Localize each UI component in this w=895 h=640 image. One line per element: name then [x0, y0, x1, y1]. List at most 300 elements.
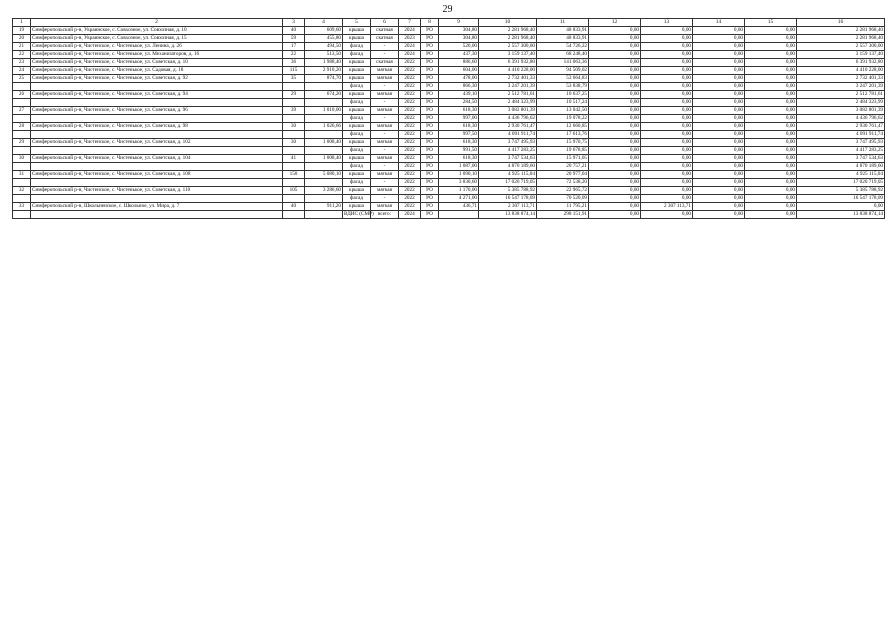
table-cell: 0,00 [745, 35, 797, 43]
table-cell: скатная [371, 27, 399, 35]
table-cell: 455,80 [305, 35, 343, 43]
table-cell: 2022 [399, 107, 421, 115]
table-cell: 0,00 [745, 123, 797, 131]
column-number-cell: 13 [641, 19, 693, 27]
table-cell: 0,00 [589, 115, 641, 123]
table-cell: 0,00 [745, 83, 797, 91]
table-row [13, 67, 885, 75]
table-cell: 0,00 [641, 131, 693, 139]
table-cell [31, 83, 283, 91]
table-cell: 54 726,22 [537, 43, 589, 51]
table-cell: 1 170,00 [439, 187, 479, 195]
table-cell: - [371, 179, 399, 187]
table-cell: 17 613,76 [537, 131, 589, 139]
table-cell: - [371, 99, 399, 107]
table-cell: 2022 [399, 195, 421, 203]
table-cell: крыша [343, 123, 371, 131]
table-cell [283, 211, 305, 219]
table-cell: 0,00 [745, 139, 797, 147]
table-cell [305, 195, 343, 203]
table-cell: 618,30 [439, 107, 479, 115]
table-cell: 0,00 [589, 67, 641, 75]
table-cell: РО [421, 187, 439, 195]
table-cell: 4 271,00 [439, 195, 479, 203]
table-row [13, 35, 885, 43]
table-cell: 2022 [399, 171, 421, 179]
table-cell: 2 732 401,33 [479, 75, 537, 83]
table-cell: 0,00 [589, 155, 641, 163]
table-cell: 0,00 [693, 115, 745, 123]
table-cell: Симферопольский р-н, Чистенское, с. Чистенькое, ул. Советская, д. 96 [31, 107, 283, 115]
table-cell: 0,00 [745, 155, 797, 163]
table-cell: 4 417 283,25 [797, 147, 885, 155]
table-cell: 604,00 [439, 67, 479, 75]
table-cell: 32 [13, 187, 31, 195]
table-cell [31, 211, 283, 219]
table-cell: 2024 [399, 211, 421, 219]
table-row [13, 75, 885, 83]
column-number-cell: 4 [305, 19, 343, 27]
table-row [13, 147, 885, 155]
table-cell: 17 020 719,05 [797, 179, 885, 187]
table-cell: 911,20 [305, 203, 343, 211]
table-cell: 4 417 283,25 [479, 147, 537, 155]
table-cell: РО [421, 43, 439, 51]
table-cell: 3 747 534,63 [479, 155, 537, 163]
table-cell [305, 83, 343, 91]
table-cell: 13 838 874,14 [797, 211, 885, 219]
table-cell [305, 163, 343, 171]
table-cell: 115 [283, 67, 305, 75]
table-cell: РО [421, 203, 439, 211]
table-cell: 4 410 228,00 [797, 67, 885, 75]
table-cell [283, 147, 305, 155]
table-cell: 4 436 796,62 [479, 115, 537, 123]
table-cell [13, 131, 31, 139]
table-cell: РО [421, 27, 439, 35]
table-cell: 618,30 [439, 139, 479, 147]
table-cell: 2 281 968,40 [479, 35, 537, 43]
table-cell: 19 [13, 27, 31, 35]
table-cell: 4 410 228,00 [479, 67, 537, 75]
table-row [13, 139, 885, 147]
column-number-cell: 3 [283, 19, 305, 27]
table-cell [13, 179, 31, 187]
table-cell: мягкая [371, 155, 399, 163]
table-cell: 59 [283, 35, 305, 43]
table-cell: мягкая [371, 139, 399, 147]
table-cell: 674,20 [305, 91, 343, 99]
table-cell: 0,00 [641, 99, 693, 107]
table-cell: 21 [13, 43, 31, 51]
table-cell: - [371, 163, 399, 171]
table-cell: крыша [343, 67, 371, 75]
column-number-cell: 1 [13, 19, 31, 27]
table-cell [305, 147, 343, 155]
table-cell: 20 977,04 [537, 171, 589, 179]
table-cell: 0,00 [693, 59, 745, 67]
table-cell: 48 833,91 [537, 35, 589, 43]
table-row [13, 51, 885, 59]
table-cell: 0,00 [641, 123, 693, 131]
table-cell: крыша [343, 75, 371, 83]
table-cell: 0,00 [589, 35, 641, 43]
table-cell: 40 [283, 203, 305, 211]
table-cell: 19 678,85 [537, 147, 589, 155]
table-cell: фасад [343, 115, 371, 123]
table-cell: 16 547 178,09 [797, 195, 885, 203]
table-cell: Симферопольский р-н, Школьненское, с. Школьное, ул. Мира, д. 7 [31, 203, 283, 211]
table-cell: 29 [283, 91, 305, 99]
table-cell: 866,30 [439, 83, 479, 91]
table-cell: 0,00 [693, 155, 745, 163]
table-cell: фасад [343, 179, 371, 187]
table-cell: мягкая [371, 123, 399, 131]
table-cell: 1 026,66 [305, 123, 343, 131]
table-cell: 3 082 801,39 [797, 107, 885, 115]
table-cell: 23 [13, 59, 31, 67]
table-cell: 2 281 968,40 [479, 27, 537, 35]
table-body [13, 19, 885, 219]
table-cell: РО [421, 163, 439, 171]
table-cell: 0,00 [745, 91, 797, 99]
column-number-cell: 6 [371, 19, 399, 27]
table-cell: 0,00 [745, 67, 797, 75]
table-cell: РО [421, 155, 439, 163]
table-cell: 2022 [399, 187, 421, 195]
table-cell: 2022 [399, 203, 421, 211]
table-cell [31, 147, 283, 155]
table-cell: 68 248,40 [537, 51, 589, 59]
table-cell: 0,00 [745, 43, 797, 51]
table-cell: 24 [13, 67, 31, 75]
table-cell: - [371, 195, 399, 203]
table-cell: 2 281 968,40 [797, 27, 885, 35]
table-cell: 0,00 [641, 155, 693, 163]
table-cell: 0,00 [589, 107, 641, 115]
table-cell: 2024 [399, 27, 421, 35]
table-cell: 105 [283, 187, 305, 195]
table-cell: 41 [283, 155, 305, 163]
column-number-cell: 16 [797, 19, 885, 27]
table-cell: 0,00 [693, 187, 745, 195]
table-cell: РО [421, 107, 439, 115]
table-cell: 513,50 [305, 51, 343, 59]
table-cell: РО [421, 51, 439, 59]
table-cell: 3 286,60 [305, 187, 343, 195]
table-cell: 0,00 [641, 115, 693, 123]
table-cell: 0,00 [693, 203, 745, 211]
table-cell: 0,00 [589, 139, 641, 147]
table-cell: 0,00 [589, 59, 641, 67]
table-cell: 2022 [399, 131, 421, 139]
table-cell: Симферопольский р-н, Чистенское, с. Чистенькое, ул. Советская, д. 102 [31, 139, 283, 147]
table-cell: 39 [283, 107, 305, 115]
table-cell: 436,71 [439, 203, 479, 211]
table-cell: РО [421, 147, 439, 155]
table-cell: 2023 [399, 35, 421, 43]
table-cell: 3 747 495,93 [479, 139, 537, 147]
table-cell: 874,70 [305, 75, 343, 83]
table-cell: 2 484 323,99 [797, 99, 885, 107]
table-cell: 0,00 [589, 27, 641, 35]
table-cell: 2 307 113,71 [479, 203, 537, 211]
table-cell: 0,00 [641, 211, 693, 219]
table-cell: 5 080,10 [305, 171, 343, 179]
table-cell: 2022 [399, 179, 421, 187]
table-cell: 0,00 [745, 163, 797, 171]
table-cell: 0,00 [693, 163, 745, 171]
table-cell: 15 971,05 [537, 155, 589, 163]
table-cell: крыша [343, 155, 371, 163]
table-row [13, 131, 885, 139]
table-cell: 997,50 [439, 131, 479, 139]
table-cell: 0,00 [745, 171, 797, 179]
table-cell: 70 520,09 [537, 195, 589, 203]
table-cell: 618,30 [439, 123, 479, 131]
table-cell: 0,00 [641, 163, 693, 171]
table-cell: 0,00 [745, 203, 797, 211]
table-cell: Симферопольский р-н, Чистенское, с. Чистенькое, ул. Советская, д. 104 [31, 155, 283, 163]
table-cell [13, 99, 31, 107]
table-cell: 6 391 932,80 [797, 59, 885, 67]
table-row [13, 203, 885, 211]
table-cell: РО [421, 99, 439, 107]
table-cell: 4 436 796,62 [797, 115, 885, 123]
table-cell: 3 082 801,39 [479, 107, 537, 115]
table-cell: фасад [343, 99, 371, 107]
table-cell: 1 988,40 [305, 59, 343, 67]
table-row [13, 171, 885, 179]
table-cell: РО [421, 59, 439, 67]
table-cell: 22 [13, 51, 31, 59]
table-cell: фасад [343, 163, 371, 171]
table-cell: РО [421, 123, 439, 131]
table-cell: скатная [371, 59, 399, 67]
table-cell [13, 115, 31, 123]
table-cell: 0,00 [745, 107, 797, 115]
table-cell [283, 163, 305, 171]
table-cell: 2 484 323,99 [479, 99, 537, 107]
table-cell: 0,00 [693, 75, 745, 83]
table-cell: мягкая [371, 203, 399, 211]
table-cell: 2022 [399, 99, 421, 107]
table-cell: 2022 [399, 155, 421, 163]
table-cell: мягкая [371, 107, 399, 115]
table-cell: мягкая [371, 75, 399, 83]
table-cell: 0,00 [641, 91, 693, 99]
table-cell: 0,00 [693, 43, 745, 51]
table-cell: 494,50 [305, 43, 343, 51]
table-cell: 0,00 [693, 211, 745, 219]
table-cell: 2022 [399, 67, 421, 75]
table-cell: 0,00 [745, 75, 797, 83]
table-cell: 0,00 [693, 51, 745, 59]
column-number-cell: 7 [399, 19, 421, 27]
table-cell: 30 [13, 155, 31, 163]
table-cell: крыша [343, 91, 371, 99]
table-row [13, 27, 885, 35]
table-cell: 0,00 [589, 179, 641, 187]
table-cell: 1 008,40 [305, 155, 343, 163]
table-cell: 0,00 [693, 131, 745, 139]
table-cell: 0,00 [693, 107, 745, 115]
table-cell: 0,00 [589, 211, 641, 219]
column-number-cell: 8 [421, 19, 439, 27]
table-cell: 0,00 [693, 27, 745, 35]
table-cell: 1 090,10 [439, 171, 479, 179]
table-cell: 15 970,75 [537, 139, 589, 147]
table-cell: 0,00 [797, 203, 885, 211]
table-cell: 29 [13, 139, 31, 147]
table-cell [439, 211, 479, 219]
table-cell: 886,60 [439, 59, 479, 67]
table-cell: фасад [343, 83, 371, 91]
table-cell: 0,00 [641, 139, 693, 147]
table-cell: 22 [283, 51, 305, 59]
table-cell: РО [421, 211, 439, 219]
table-cell: 2022 [399, 75, 421, 83]
table-cell: 4 925 115,04 [797, 171, 885, 179]
table-cell: скатная [371, 35, 399, 43]
table-cell: мягкая [371, 67, 399, 75]
table-cell: ВДИС (СМР) [344, 211, 374, 218]
table-cell: крыша [343, 107, 371, 115]
table-cell: 48 833,91 [537, 27, 589, 35]
table-cell: - [371, 131, 399, 139]
table-cell: 53 838,79 [537, 83, 589, 91]
table-row [13, 163, 885, 171]
table-cell: 2 512 781,61 [797, 91, 885, 99]
table-cell: 2024 [399, 51, 421, 59]
table-cell: 284,50 [439, 99, 479, 107]
table-cell: 0,00 [589, 163, 641, 171]
table-cell: 0,00 [589, 195, 641, 203]
table-cell: 2022 [399, 123, 421, 131]
table-cell: фасад [343, 195, 371, 203]
capital-repair-table [12, 18, 885, 219]
table-cell [31, 131, 283, 139]
table-cell: 2 732 401,33 [797, 75, 885, 83]
column-number-cell: 5 [343, 19, 371, 27]
table-cell [31, 99, 283, 107]
table-cell: 94 509,02 [537, 67, 589, 75]
table-cell: Симферопольский р-н, Чистенское, с. Чистенькое, ул. Советская, д. 108 [31, 171, 283, 179]
table-cell: 2022 [399, 83, 421, 91]
table-cell: 3 747 534,63 [797, 155, 885, 163]
table-cell [283, 115, 305, 123]
table-cell: Симферопольский р-н, Чистенское, с. Чистенькое, ул. Садовая, д. 18 [31, 67, 283, 75]
page-number: 29 [442, 4, 453, 15]
table-cell: 0,00 [641, 187, 693, 195]
table-cell: Симферопольский р-н, Чистенское, с. Чистенькое, ул. Советская, д. 98 [31, 123, 283, 131]
table-cell: 0,00 [745, 187, 797, 195]
table-cell: фасад [343, 51, 371, 59]
table-cell: 4 870 189,60 [479, 163, 537, 171]
table-cell: фасад [343, 131, 371, 139]
table-cell: 25 [13, 75, 31, 83]
table-cell: 30 [283, 139, 305, 147]
table-cell: РО [421, 67, 439, 75]
table-cell: 0,00 [589, 75, 641, 83]
table-cell: 0,00 [641, 67, 693, 75]
table-cell: 0,00 [589, 43, 641, 51]
table-cell [31, 179, 283, 187]
table-cell: 0,00 [745, 115, 797, 123]
table-cell: 19 078,22 [537, 115, 589, 123]
table-cell: 3 159 137,40 [479, 51, 537, 59]
table-cell: 72 538,20 [537, 179, 589, 187]
table-cell: 0,00 [641, 195, 693, 203]
table-cell: крыша [343, 35, 371, 43]
table-cell: 10 517,24 [537, 99, 589, 107]
table-cell [305, 99, 343, 107]
table-cell: РО [421, 131, 439, 139]
table-cell: РО [421, 35, 439, 43]
table-cell: 0,00 [589, 83, 641, 91]
table-cell: 0,00 [641, 59, 693, 67]
table-cell: 0,00 [693, 67, 745, 75]
table-cell: 33 [13, 203, 31, 211]
table-row [13, 83, 885, 91]
table-cell: 10 637,25 [537, 91, 589, 99]
column-number-row [13, 19, 885, 27]
table-cell: 0,00 [589, 131, 641, 139]
table-cell: 2 557 300,00 [797, 43, 885, 51]
table-cell: 0,00 [641, 27, 693, 35]
table-cell: всего: [371, 211, 399, 219]
table-cell: 520,00 [439, 43, 479, 51]
table-row [13, 91, 885, 99]
table-cell: Симферопольский р-н, Чистенское, с. Чистенькое, ул. Советская, д. 94 [31, 91, 283, 99]
table-cell: 16 547 178,09 [479, 195, 537, 203]
table-cell: 36 [283, 59, 305, 67]
table-cell: 0,00 [641, 179, 693, 187]
table-cell: 22 965,72 [537, 187, 589, 195]
table-cell: 0,00 [745, 59, 797, 67]
table-cell: 0,00 [693, 99, 745, 107]
table-cell: Симферопольский р-н, Чистенское, с. Чистенькое, ул. Советская, д. 92 [31, 75, 283, 83]
table-cell: 0,00 [745, 211, 797, 219]
column-number-cell: 14 [693, 19, 745, 27]
table-cell: 609,60 [305, 27, 343, 35]
table-cell: крыша [343, 187, 371, 195]
table-cell: 40 [283, 27, 305, 35]
column-number-cell: 9 [439, 19, 479, 27]
table-cell: 0,00 [589, 123, 641, 131]
table-cell: 991,50 [439, 147, 479, 155]
table-cell: 0,00 [589, 99, 641, 107]
table-cell [13, 163, 31, 171]
table-row [13, 123, 885, 131]
table-cell: 13 042,50 [537, 107, 589, 115]
table-cell: 20 757,21 [537, 163, 589, 171]
table-cell: 0,00 [693, 147, 745, 155]
table-cell: 304,80 [439, 27, 479, 35]
table-cell: 0,00 [693, 179, 745, 187]
table-cell: крыша [343, 27, 371, 35]
table-cell: 0,00 [589, 91, 641, 99]
table-cell: 997,00 [439, 115, 479, 123]
table-cell: 3 247 201,39 [797, 83, 885, 91]
table-cell [31, 195, 283, 203]
table-cell: РО [421, 179, 439, 187]
table-cell: 2022 [399, 147, 421, 155]
table-row [13, 99, 885, 107]
table-cell [13, 147, 31, 155]
table-cell: 4 870 189,60 [797, 163, 885, 171]
table-cell: 4 091 911,74 [479, 131, 537, 139]
